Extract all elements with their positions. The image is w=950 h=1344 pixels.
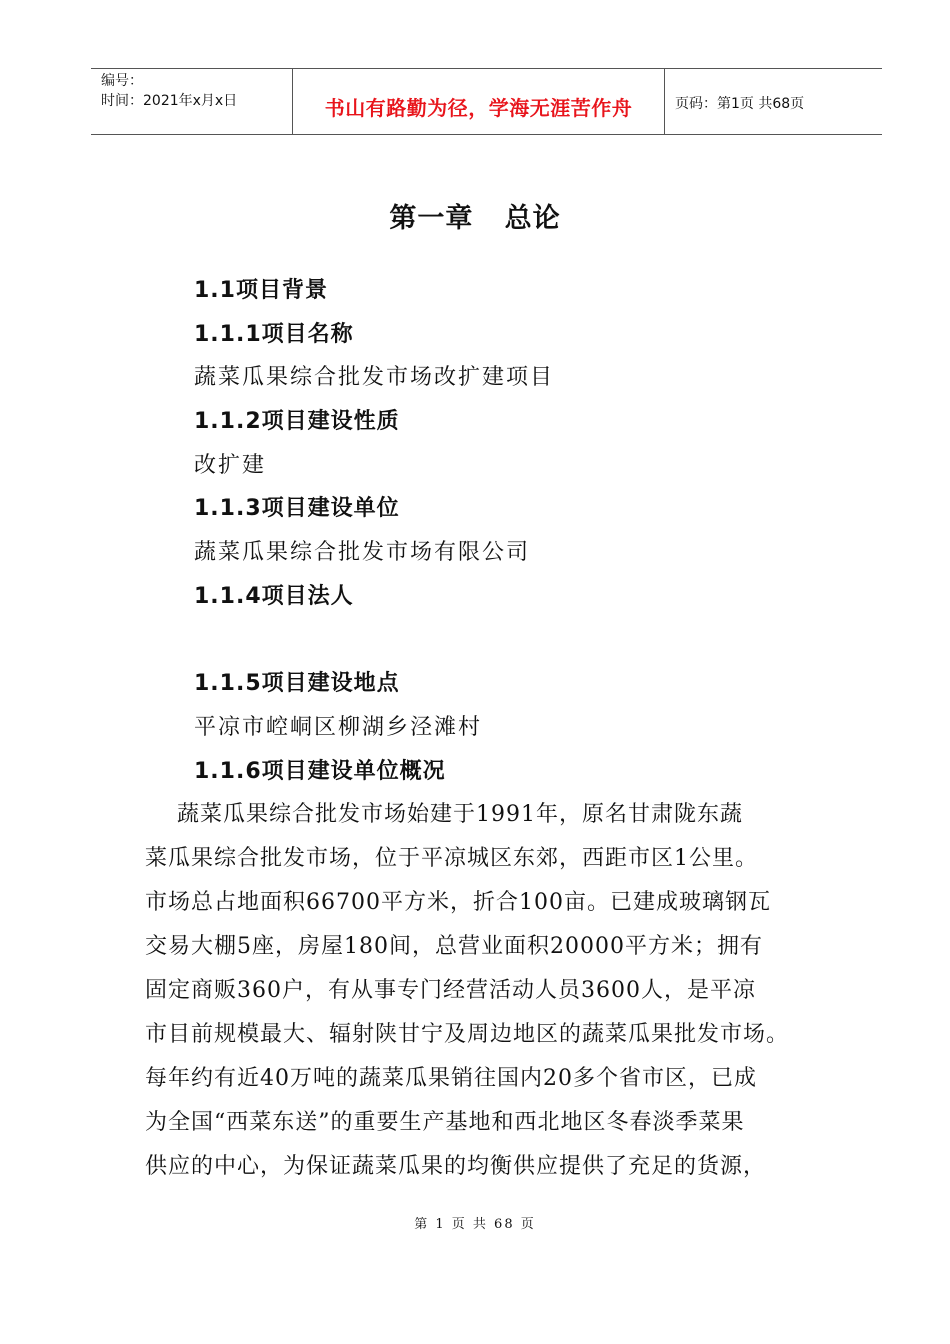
project-name-text: 蔬菜瓜果综合批发市场改扩建项目 — [194, 365, 555, 390]
header-left-cell — [91, 69, 293, 134]
document-code-label: 编号： — [101, 73, 143, 89]
section-heading-1-1: 1.1项目背景 — [194, 278, 328, 303]
paragraph-line: 每年约有近40万吨的蔬菜瓜果销往国内20多个省市区，已成 — [145, 1066, 757, 1091]
page-footer: 第 1 页 共 68 页 — [414, 1217, 536, 1232]
header-right-cell — [665, 69, 882, 134]
paragraph-line: 交易大棚5座，房屋180间，总营业面积20000平方米；拥有 — [145, 934, 763, 959]
header-motto: 书山有路勤为径，学海无涯苦作舟 — [324, 96, 633, 120]
paragraph-line: 菜瓜果综合批发市场，位于平凉城区东郊，西距市区1公里。 — [145, 846, 758, 871]
section-heading-1-1-3: 1.1.3项目建设单位 — [194, 496, 400, 521]
paragraph-line: 市目前规模最大、辐射陕甘宁及周边地区的蔬菜瓜果批发市场。 — [145, 1022, 790, 1047]
construction-location-text: 平凉市崆峒区柳湖乡泾滩村 — [194, 715, 483, 740]
section-heading-1-1-5: 1.1.5项目建设地点 — [194, 671, 400, 696]
section-heading-1-1-6: 1.1.6项目建设单位概况 — [194, 759, 446, 784]
document-time-label: 时间：2021年x月x日 — [101, 93, 238, 109]
paragraph-line: 市场总占地面积66700平方米，折合100亩。已建成玻璃钢瓦 — [145, 890, 771, 915]
chapter-title: 第一章 总论 — [389, 203, 561, 234]
paragraph-line: 固定商贩360户，有从事专门经营活动人员3600人，是平凉 — [145, 978, 756, 1003]
section-heading-1-1-1: 1.1.1项目名称 — [194, 322, 354, 347]
project-nature-text: 改扩建 — [194, 453, 267, 478]
paragraph-line: 供应的中心，为保证蔬菜瓜果的均衡供应提供了充足的货源， — [145, 1154, 767, 1179]
section-heading-1-1-4: 1.1.4项目法人 — [194, 584, 354, 609]
header-page-number: 页码：第1页 共68页 — [675, 96, 805, 112]
construction-unit-text: 蔬菜瓜果综合批发市场有限公司 — [194, 540, 531, 565]
paragraph-line: 蔬菜瓜果综合批发市场始建于1991年，原名甘肃陇东蔬 — [145, 802, 743, 827]
paragraph-line: 为全国“西菜东送”的重要生产基地和西北地区冬春淡季菜果 — [145, 1110, 745, 1135]
page-header — [91, 68, 882, 135]
section-heading-1-1-2: 1.1.2项目建设性质 — [194, 409, 400, 434]
header-middle-cell — [293, 69, 665, 134]
